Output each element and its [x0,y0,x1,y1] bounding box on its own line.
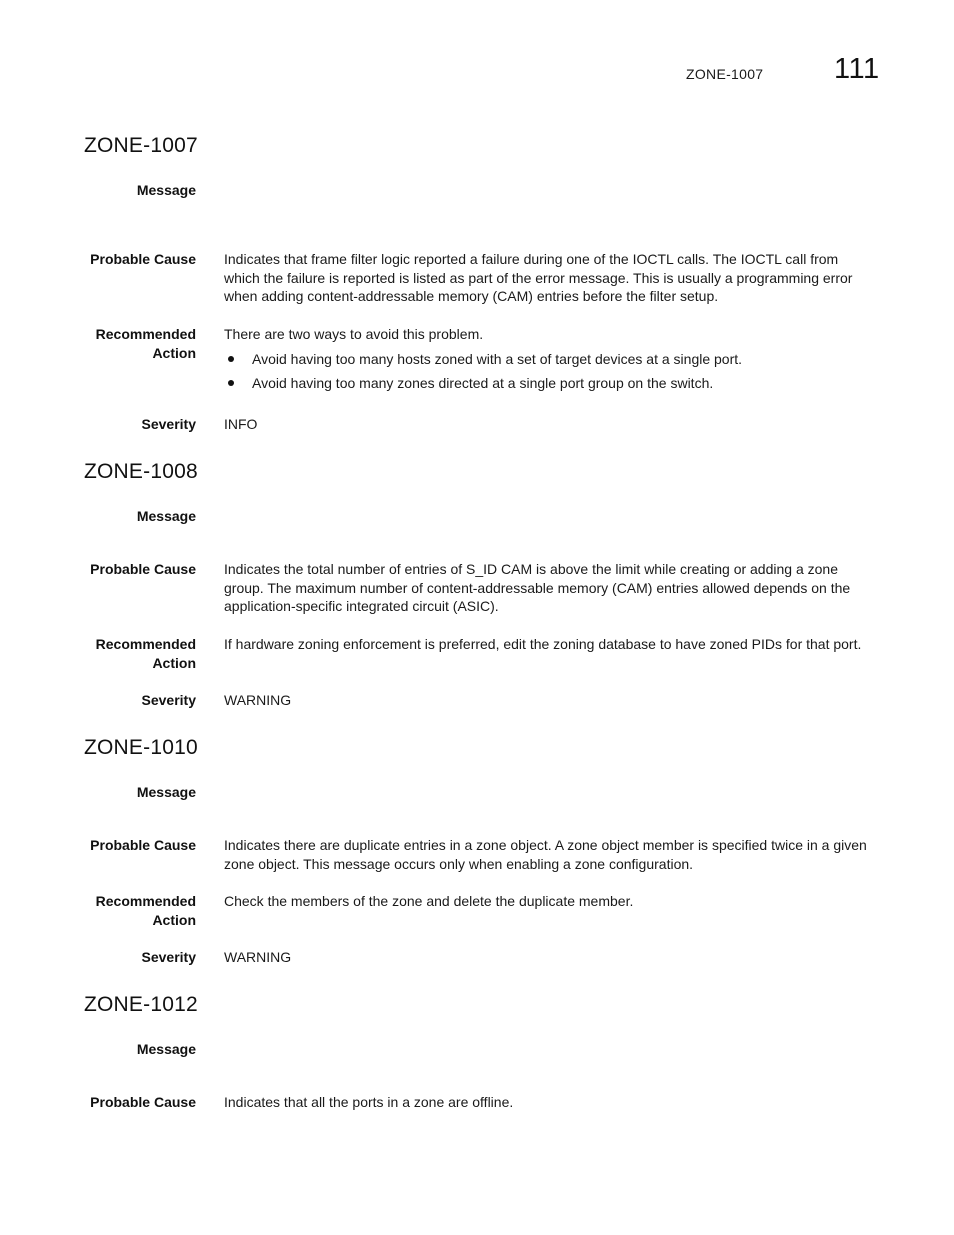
severity-label: Severity [141,949,196,965]
section-title: ZONE-1012 [84,993,198,1016]
bullet-icon [228,356,234,362]
section-title: ZONE-1010 [84,736,198,759]
probable-cause-label: Probable Cause [90,1094,196,1110]
page-header [0,0,954,100]
recommended-action-intro: There are two ways to avoid this problem. [224,326,484,342]
recommended-action-text: Check the members of the zone and delete the duplicate member. [224,893,634,909]
message-label: Message [136,182,196,198]
probable-cause-text: Indicates there are duplicate entries in a zone object. A zone object member is specified twice in a given zone object. This message occurs only when enabling a zone configuration. [224,837,867,872]
severity-label: Severity [141,692,196,708]
recommended-label-line: Recommended [95,893,196,909]
action-bullet-list [224,350,872,393]
recommended-action-text: If hardware zoning enforcement is preferred, edit the zoning database to have zoned PIDs for that port. [224,636,862,652]
chapter-number: 111 [834,53,880,85]
probable-cause-text: Indicates that frame filter logic reported a failure during one of the IOCTL calls. The IOCTL call from which the failure is reported is listed as part of the error message. This is usually a programming error when adding content-addressable memory (CAM) entries before the filter setup. [224,251,853,304]
bullet-text: Avoid having too many hosts zoned with a set of target devices at a single port. [252,350,743,367]
list-item [224,350,872,369]
probable-cause-label: Probable Cause [90,837,196,853]
message-label: Message [136,508,196,524]
probable-cause-text: Indicates that all the ports in a zone are offline. [224,1094,514,1110]
recommended-action-label [66,325,196,363]
recommended-action-label [66,635,196,673]
severity-value: WARNING [224,692,292,708]
message-label: Message [136,784,196,800]
recommended-label-line: Recommended [95,326,196,342]
severity-value: WARNING [224,949,292,965]
bullet-icon [228,380,234,386]
probable-cause-text: Indicates the total number of entries of S_ID CAM is above the limit while creating or adding a zone group. The maximum number of content-addressable memory (CAM) entries allowed depends on the application-specific integrated circuit (ASIC). [224,561,851,614]
severity-value: INFO [224,416,258,432]
action-label-line: Action [152,345,196,361]
recommended-label-line: Recommended [95,636,196,652]
recommended-action-label [66,892,196,930]
message-label: Message [136,1041,196,1057]
list-item [224,374,872,393]
severity-label: Severity [141,416,196,432]
action-label-line: Action [152,655,196,671]
action-label-line: Action [152,912,196,928]
bullet-text: Avoid having too many zones directed at a single port group on the switch. [252,375,714,391]
section-title: ZONE-1007 [84,134,198,157]
section-title: ZONE-1008 [84,460,198,483]
probable-cause-label: Probable Cause [90,251,196,267]
probable-cause-label: Probable Cause [90,561,196,577]
recommended-action-text [224,325,872,399]
running-header-label: ZONE-1007 [686,66,764,82]
